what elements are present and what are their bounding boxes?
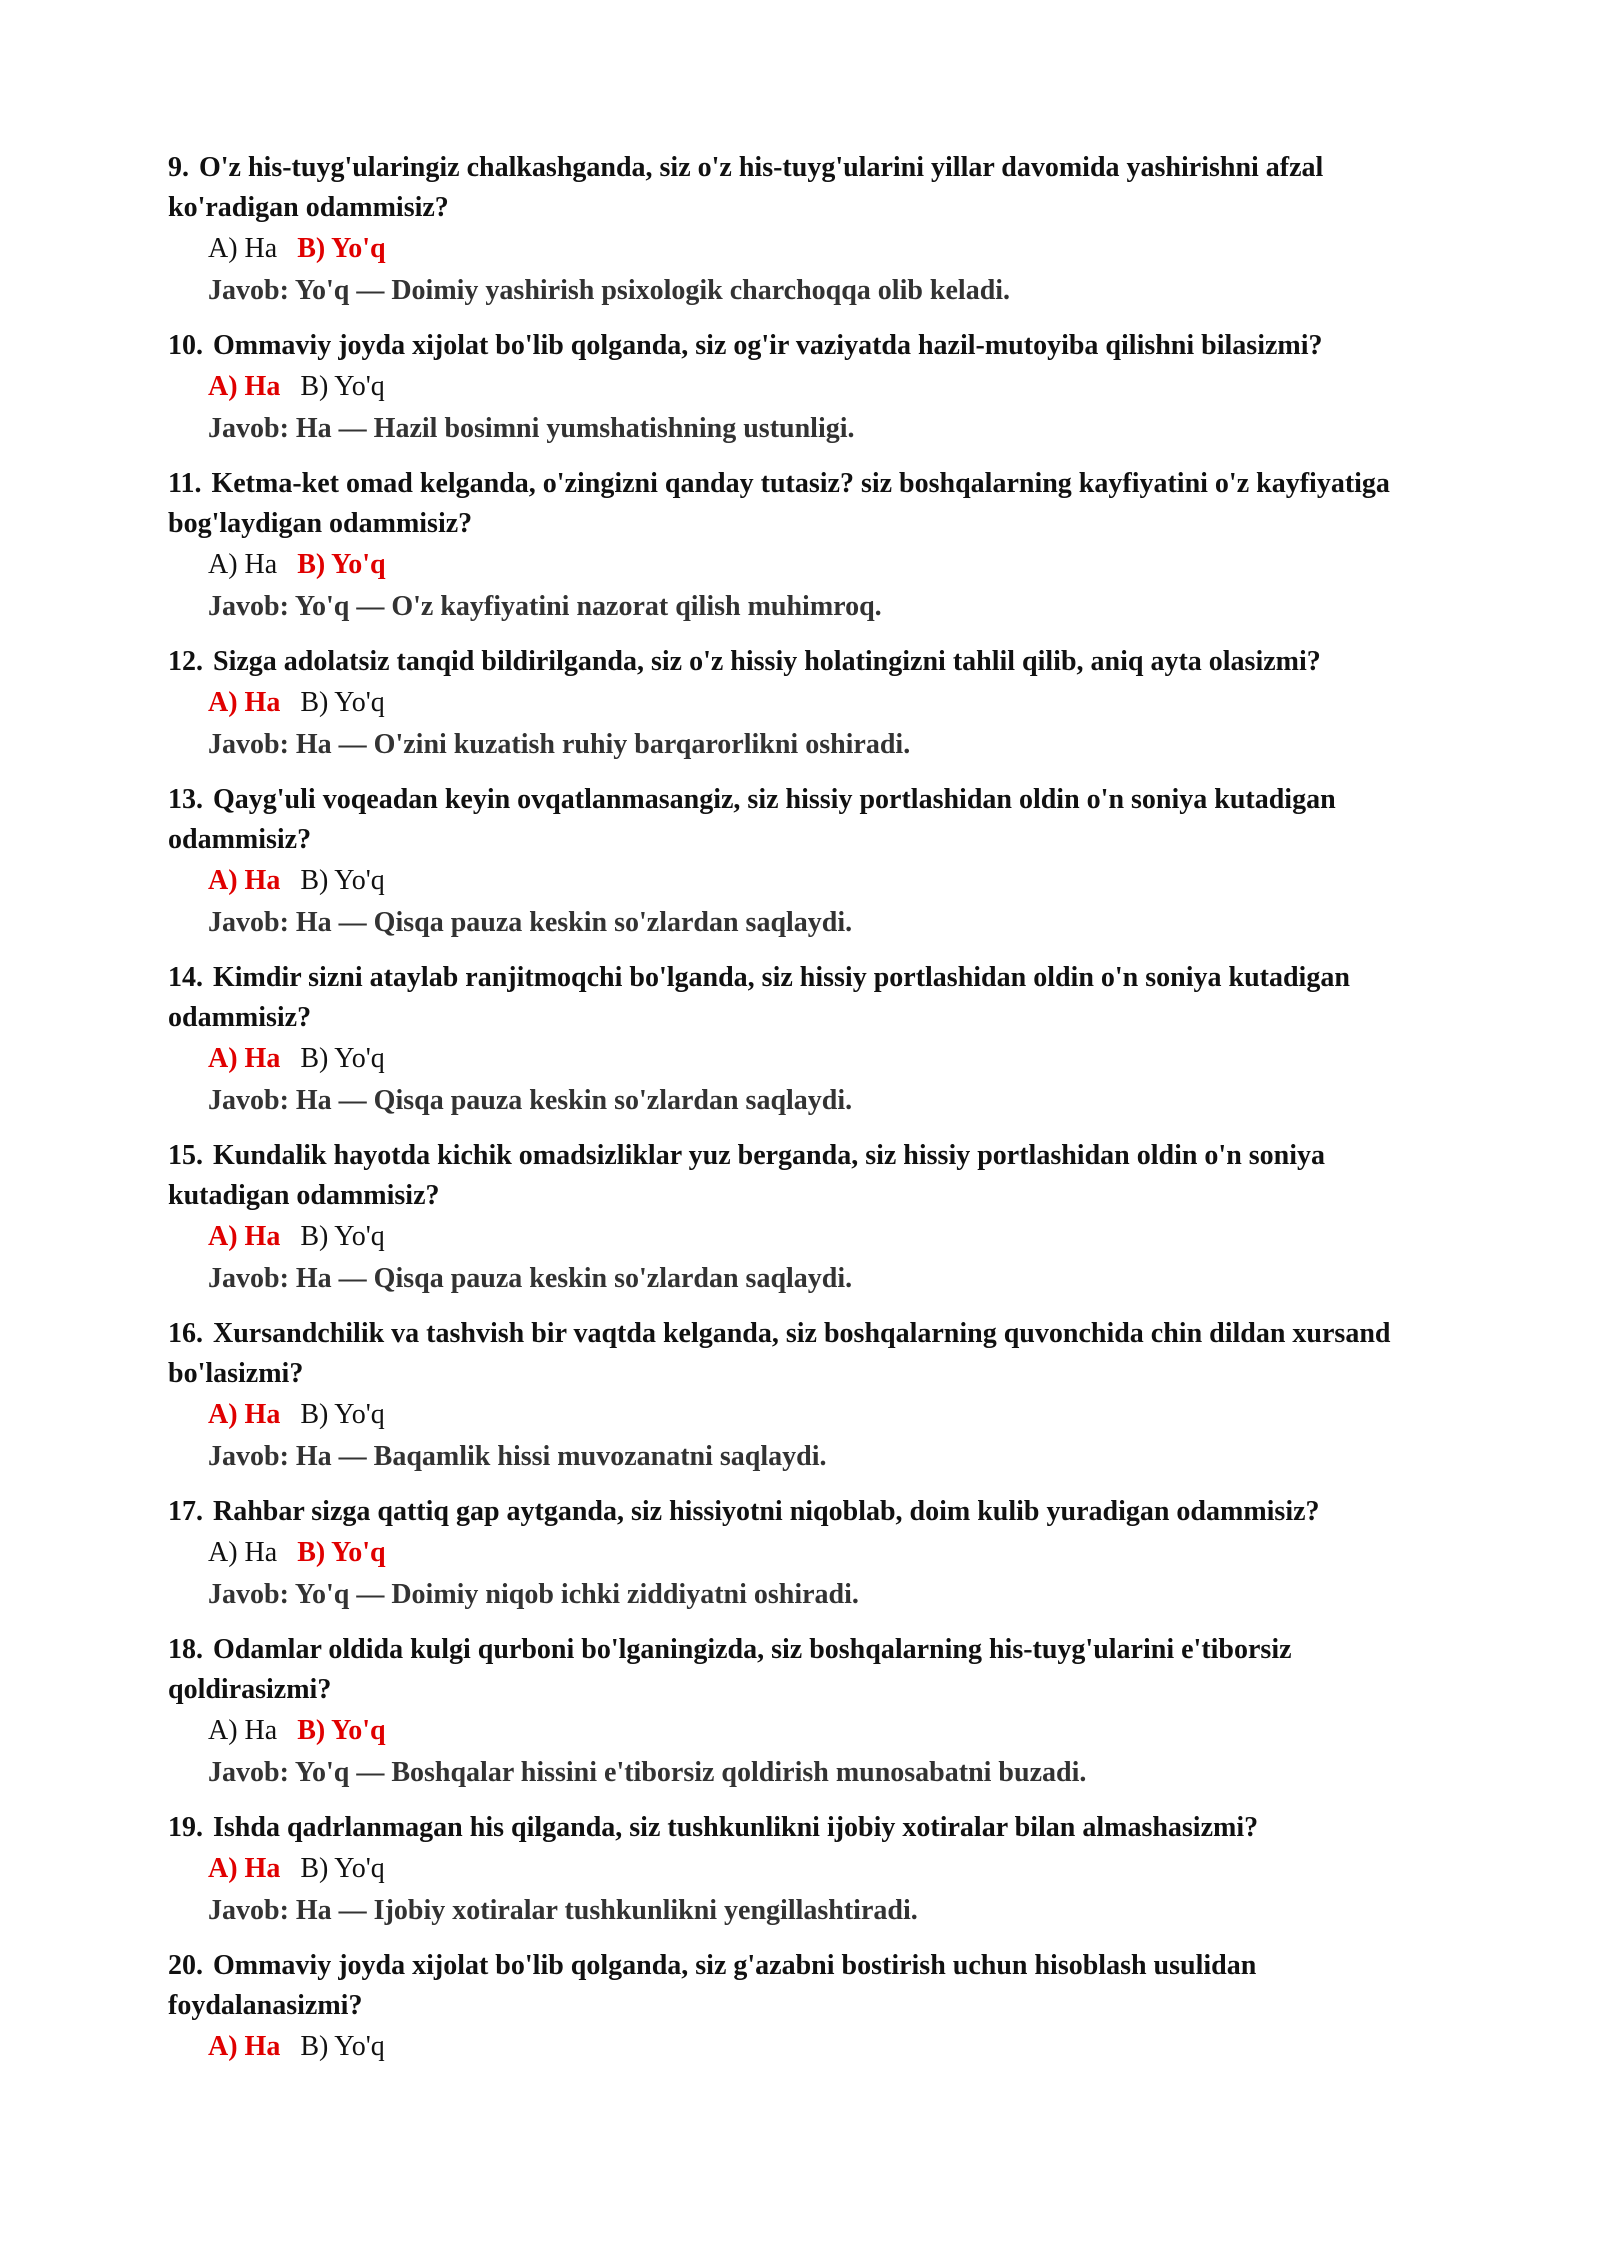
question-number: 15.: [168, 1140, 203, 1171]
question-body: Sizga adolatsiz tanqid bildirilganda, siz o'z hissiy holatingizni tahlil qilib, aniq ayta olasizmi?: [213, 646, 1321, 677]
question-text: [168, 1808, 1448, 1848]
question-body: Xursandchilik va tashvish bir vaqtda kelganda, siz boshqalarning quvonchida chin dildan xursand bo'lasizmi?: [168, 1318, 1391, 1389]
option-b[interactable]: B) Yo'q: [297, 549, 386, 580]
answer-options: [168, 1848, 1448, 1890]
answer-options: [168, 1532, 1448, 1574]
option-a[interactable]: A) Ha: [208, 1853, 281, 1884]
question-item: [168, 780, 1448, 944]
question-text: [168, 148, 1448, 228]
option-a[interactable]: A) Ha: [208, 1221, 281, 1252]
question-number: 16.: [168, 1318, 203, 1349]
answer-key: Javob: Ha — Ijobiy xotiralar tushkunlikni yengillashtiradi.: [208, 1895, 918, 1926]
answer-key: Javob: Ha — Qisqa pauza keskin so'zlardan saqlaydi.: [208, 1263, 853, 1294]
question-text: [168, 1946, 1448, 2026]
option-b[interactable]: B) Yo'q: [300, 371, 385, 402]
question-item: [168, 958, 1448, 1122]
option-b[interactable]: B) Yo'q: [300, 1399, 385, 1430]
answer-key: Javob: Ha — Hazil bosimni yumshatishning ustunligi.: [208, 413, 855, 444]
question-text: [168, 642, 1448, 682]
question-number: 10.: [168, 330, 203, 361]
question-number: 12.: [168, 646, 203, 677]
answer-key: Javob: Yo'q — Boshqalar hissini e'tiborsiz qoldirish munosabatni buzadi.: [208, 1757, 1087, 1788]
question-body: Qayg'uli voqeadan keyin ovqatlanmasangiz, siz hissiy portlashidan oldin o'n soniya kutadigan odammisiz?: [168, 784, 1336, 855]
question-item: [168, 1630, 1448, 1794]
question-item: [168, 464, 1448, 628]
answer-key: Javob: Yo'q — Doimiy yashirish psixologik charchoqqa olib keladi.: [208, 275, 1011, 306]
option-a[interactable]: A) Ha: [208, 865, 281, 896]
option-b[interactable]: B) Yo'q: [300, 865, 385, 896]
question-text: [168, 1314, 1448, 1394]
answer-options: [168, 2026, 1448, 2068]
option-b[interactable]: B) Yo'q: [300, 1043, 385, 1074]
answer-options: [168, 228, 1448, 270]
option-a[interactable]: A) Ha: [208, 1715, 278, 1746]
option-a[interactable]: A) Ha: [208, 687, 281, 718]
question-item: [168, 148, 1448, 312]
question-number: 20.: [168, 1950, 203, 1981]
answer-key: Javob: Ha — Baqamlik hissi muvozanatni saqlaydi.: [208, 1441, 827, 1472]
question-item: [168, 1136, 1448, 1300]
option-b[interactable]: B) Yo'q: [300, 687, 385, 718]
option-a[interactable]: A) Ha: [208, 1043, 281, 1074]
answer-options: [168, 682, 1448, 724]
option-b[interactable]: B) Yo'q: [300, 1853, 385, 1884]
question-text: [168, 326, 1448, 366]
question-number: 19.: [168, 1812, 203, 1843]
question-text: [168, 464, 1448, 544]
option-a[interactable]: A) Ha: [208, 549, 278, 580]
question-body: Kimdir sizni ataylab ranjitmoqchi bo'lganda, siz hissiy portlashidan oldin o'n soniya kutadigan odammisiz?: [168, 962, 1350, 1033]
question-body: Ketma-ket omad kelganda, o'zingizni qanday tutasiz? siz boshqalarning kayfiyatini o'z kayfiyatiga bog'laydigan odammisiz?: [168, 468, 1390, 539]
answer-key: Javob: Ha — O'zini kuzatish ruhiy barqarorlikni oshiradi.: [208, 729, 911, 760]
question-item: [168, 1492, 1448, 1616]
question-text: [168, 1630, 1448, 1710]
option-b[interactable]: B) Yo'q: [300, 1221, 385, 1252]
question-body: Ishda qadrlanmagan his qilganda, siz tushkunlikni ijobiy xotiralar bilan almashasizmi?: [213, 1812, 1259, 1843]
answer-options: [168, 1216, 1448, 1258]
option-b[interactable]: B) Yo'q: [297, 233, 386, 264]
answer-key: Javob: Yo'q — Doimiy niqob ichki ziddiyatni oshiradi.: [208, 1579, 859, 1610]
option-a[interactable]: A) Ha: [208, 371, 281, 402]
question-item: [168, 642, 1448, 766]
option-a[interactable]: A) Ha: [208, 2031, 281, 2062]
option-b[interactable]: B) Yo'q: [300, 2031, 385, 2062]
question-number: 14.: [168, 962, 203, 993]
question-number: 18.: [168, 1634, 203, 1665]
option-a[interactable]: A) Ha: [208, 1399, 281, 1430]
answer-options: [168, 1710, 1448, 1752]
question-item: [168, 1808, 1448, 1932]
question-number: 17.: [168, 1496, 203, 1527]
answer-options: [168, 1038, 1448, 1080]
option-a[interactable]: A) Ha: [208, 1537, 278, 1568]
answer-key: Javob: Ha — Qisqa pauza keskin so'zlardan saqlaydi.: [208, 1085, 853, 1116]
question-text: [168, 958, 1448, 1038]
question-text: [168, 1136, 1448, 1216]
option-b[interactable]: B) Yo'q: [297, 1537, 386, 1568]
question-body: Odamlar oldida kulgi qurboni bo'lganingizda, siz boshqalarning his-tuyg'ularini e'tiborsiz qoldirasizmi?: [168, 1634, 1292, 1705]
answer-options: [168, 1394, 1448, 1436]
question-number: 11.: [168, 468, 202, 499]
question-item: [168, 326, 1448, 450]
question-body: Rahbar sizga qattiq gap aytganda, siz hissiyotni niqoblab, doim kulib yuradigan odammisiz?: [213, 1496, 1320, 1527]
answer-options: [168, 366, 1448, 408]
question-number: 9.: [168, 152, 189, 183]
answer-options: [168, 860, 1448, 902]
answer-options: [168, 544, 1448, 586]
question-body: O'z his-tuyg'ularingiz chalkashganda, siz o'z his-tuyg'ularini yillar davomida yashirishni afzal ko'radigan odammisiz?: [168, 152, 1324, 223]
question-item: [168, 1946, 1448, 2068]
answer-key: Javob: Yo'q — O'z kayfiyatini nazorat qilish muhimroq.: [208, 591, 882, 622]
option-a[interactable]: A) Ha: [208, 233, 278, 264]
question-body: Ommaviy joyda xijolat bo'lib qolganda, siz og'ir vaziyatda hazil-mutoyiba qilishni bilasizmi?: [213, 330, 1323, 361]
question-body: Kundalik hayotda kichik omadsizliklar yuz berganda, siz hissiy portlashidan oldin o'n soniya kutadigan odammisiz?: [168, 1140, 1326, 1211]
question-body: Ommaviy joyda xijolat bo'lib qolganda, siz g'azabni bostirish uchun hisoblash usulidan foydalanasizmi?: [168, 1950, 1257, 2021]
question-text: [168, 1492, 1448, 1532]
answer-key: Javob: Ha — Qisqa pauza keskin so'zlardan saqlaydi.: [208, 907, 853, 938]
question-list: [168, 148, 1448, 2082]
question-item: [168, 1314, 1448, 1478]
question-number: 13.: [168, 784, 203, 815]
option-b[interactable]: B) Yo'q: [297, 1715, 386, 1746]
question-text: [168, 780, 1448, 860]
